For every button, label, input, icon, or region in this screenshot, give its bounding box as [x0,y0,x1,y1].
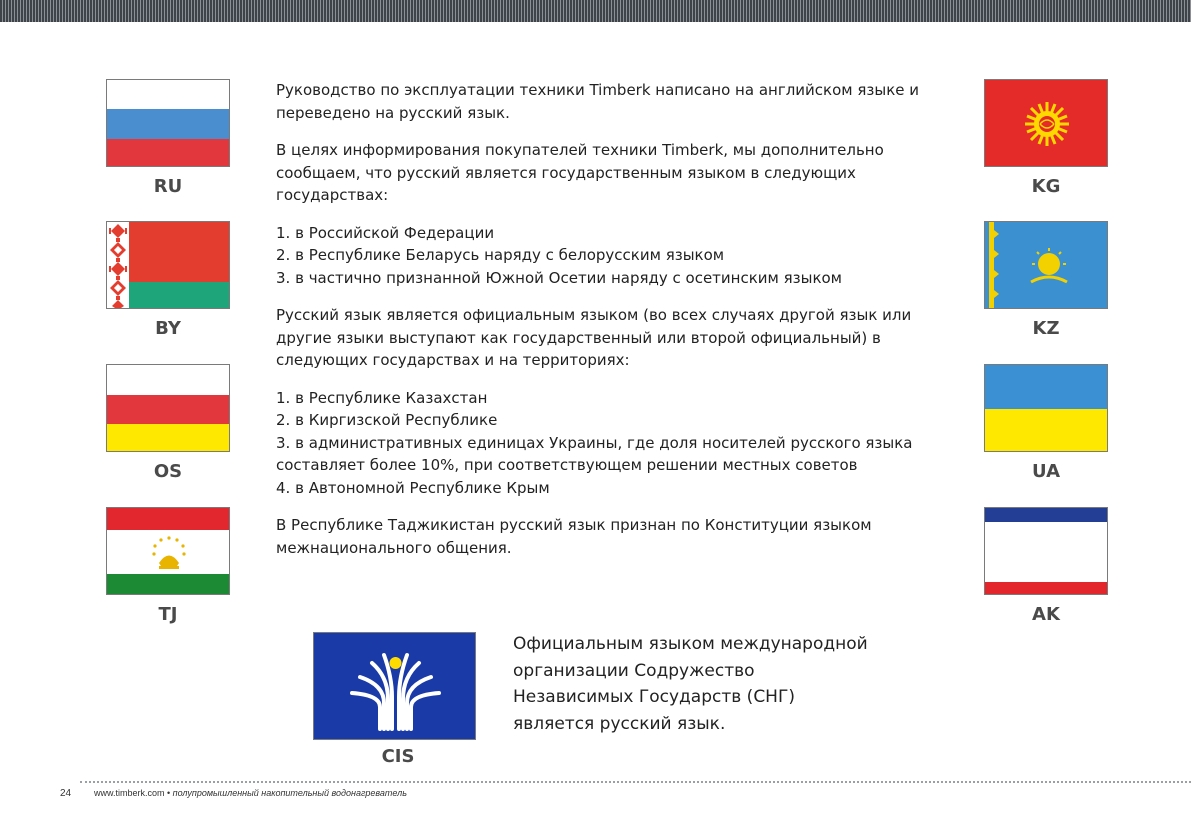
flag-code-by: BY [155,318,181,339]
flag-stripe-blue [985,365,1107,409]
flag-tajikistan [106,507,230,595]
tajikistan-flag-graphic [107,508,230,595]
flag-stripe-yellow [107,424,229,452]
cis-statement [513,631,933,737]
flag-code-ru: RU [153,176,183,197]
footer-caption [94,788,407,798]
footer-divider [80,781,1191,783]
flag-code-cis: CIS [381,746,415,767]
kyrgyzstan-flag-graphic [985,80,1108,167]
flag-code-ua: UA [1032,461,1060,482]
footer-site-link[interactable]: www.timberk.com [94,788,165,798]
belarus-flag-graphic [107,222,230,309]
flag-stripe-blue [107,109,229,139]
list-item: 3. в административных единицах Украины, где доля носителей русского языка составляет более 10%, при соответствующем решении местных советов [276,433,913,474]
flag-code-os: OS [153,461,183,482]
flag-russia [106,79,230,167]
flag-stripe-red [107,139,229,167]
footer-separator: • [164,788,173,798]
tajikistan-paragraph: В Республике Таджикистан русский язык признан по Конституции языком межнационального общения. [276,516,872,557]
header-stripe [0,0,1191,22]
flag-kyrgyzstan [984,79,1108,167]
flag-code-kz: KZ [1032,318,1060,339]
flag-stripe-red [985,582,1107,595]
page-number: 24 [60,788,72,799]
list-item: 2. в Республике Беларусь наряду с белорусским языком [276,246,725,264]
list-item: 3. в частично признанной Южной Осетии наряду с осетинским языком [276,268,843,287]
flag-crimea [984,507,1108,595]
flag-stripe-blue [985,508,1107,522]
flag-belarus [106,221,230,309]
flag-code-tj: TJ [158,604,178,625]
flag-stripe-white [107,80,229,109]
kazakhstan-flag-graphic [985,222,1108,309]
flag-stripe-white [985,522,1107,582]
cis-flag-graphic [314,633,476,740]
flag-code-ak: AK [1032,604,1060,625]
state-language-list [276,222,952,290]
footer-tagline: полупромышленный накопительный водонагреватель [172,788,407,798]
flag-code-kg: KG [1031,176,1061,197]
list-item: 1. в Российской Федерации [276,223,495,242]
list-item: 2. в Киргизской Республике [276,411,498,429]
flag-cis [313,632,476,740]
cis-statement-line: Независимых Государств (СНГ) [513,687,795,707]
official-language-list [276,387,952,500]
main-text-block [276,79,952,574]
flag-stripe-white [107,365,229,395]
cis-statement-line: организации Содружество [513,660,755,681]
state-language-paragraph: В целях информирования покупателей техники Timberk, мы дополнительно сообщаем, что русский является государственным языком в следующих государствах: [276,141,884,204]
flag-kazakhstan [984,221,1108,309]
flag-stripe-red [107,395,229,424]
flag-ukraine [984,364,1108,452]
cis-statement-line: Официальным языком международной [513,634,868,654]
list-item: 1. в Республике Казахстан [276,388,488,407]
flag-stripe-yellow [985,409,1107,452]
cis-statement-line: является русский язык. [513,713,726,734]
official-language-paragraph: Русский язык является официальным языком (во всех случаях другой язык или другие языки выступают как государственный или второй официальный) в следующих государствах и на территориях: [276,306,912,369]
flag-south-ossetia [106,364,230,452]
intro-paragraph: Руководство по эксплуатации техники Timberk написано на английском языке и переведено на русский язык. [276,81,920,122]
list-item: 4. в Автономной Республике Крым [276,478,550,497]
